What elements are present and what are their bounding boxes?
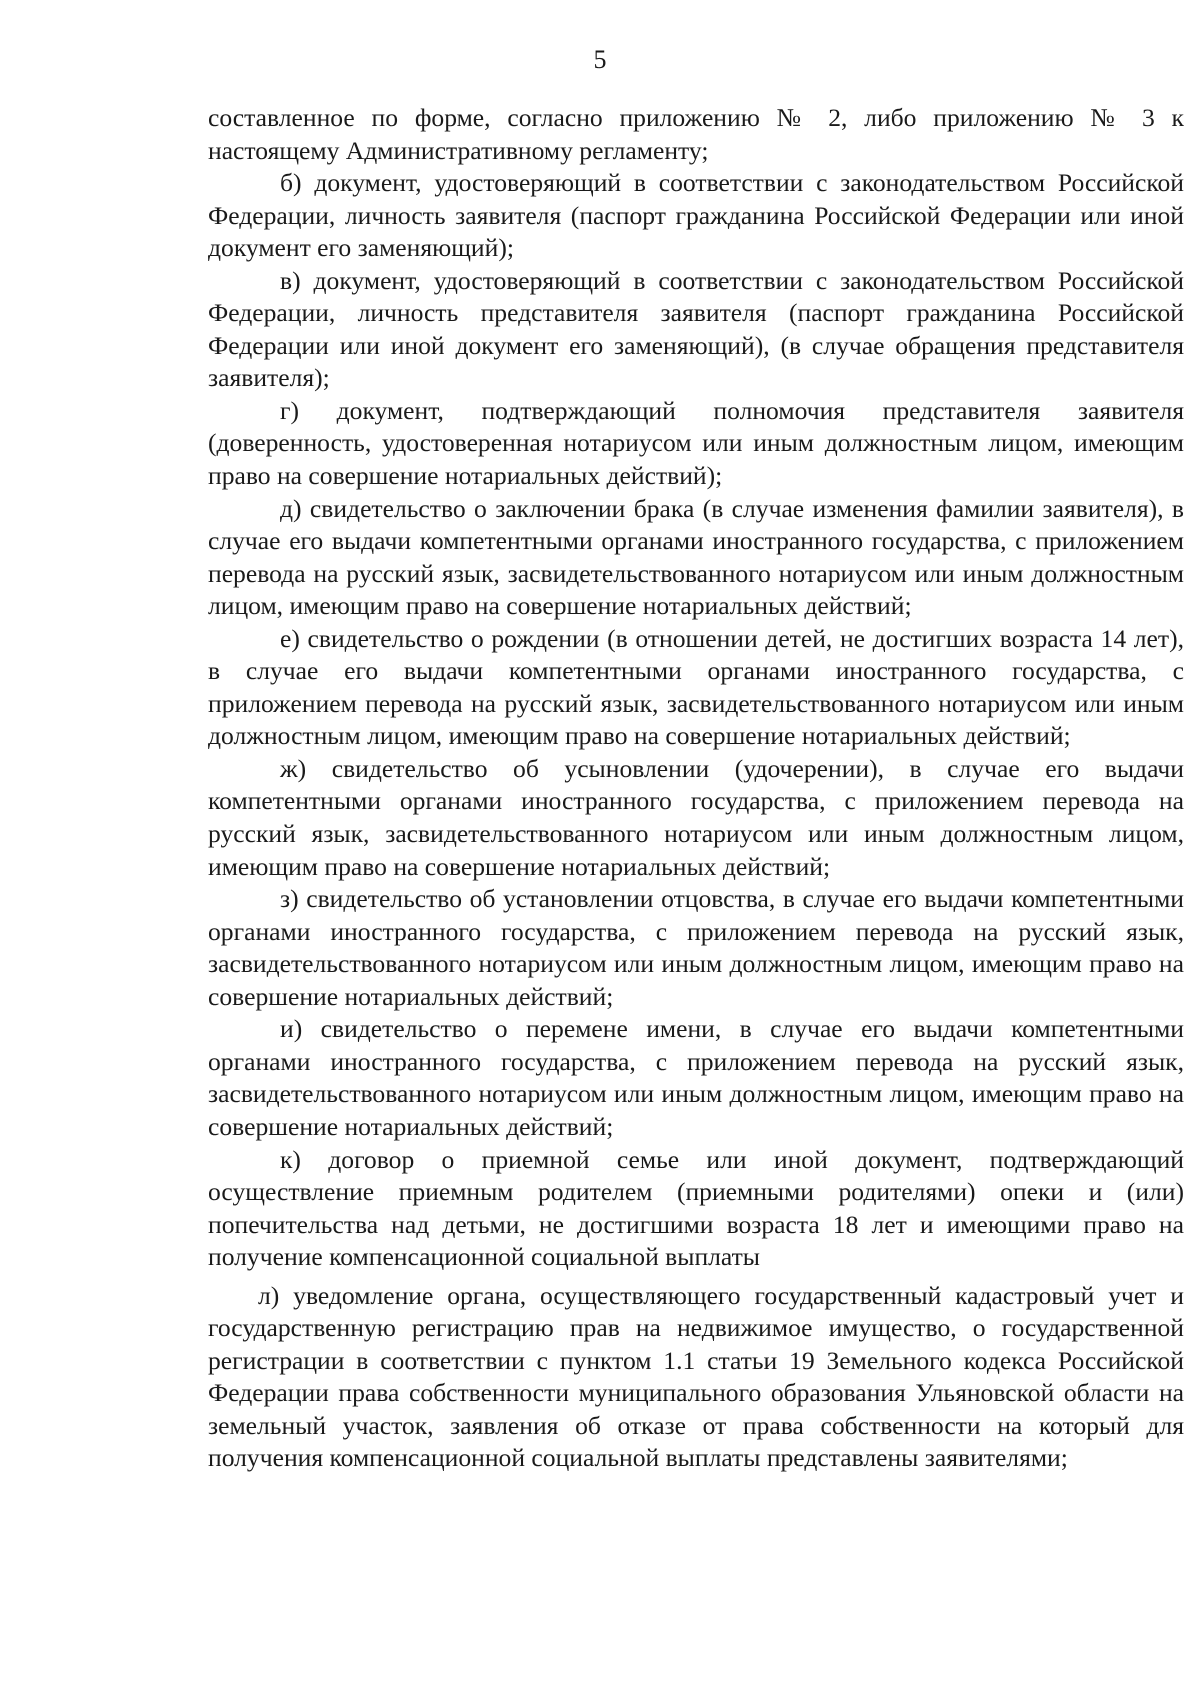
paragraph-item-zh: ж) свидетельство об усыновлении (удочерении), в случае его выдачи компетентными органами иностранного государства, с приложением перевода на русский язык, засвидетельствованного нотариусом или иным должностным лицом, имеющим право на совершение нотариальных действий;: [208, 753, 1184, 881]
paragraph-continuation: составленное по форме, согласно приложению № 2, либо приложению № 3 к настоящему Административному регламенту;: [208, 103, 1184, 165]
paragraph-item-e: е) свидетельство о рождении (в отношении детей, не достигших возраста 14 лет), в случае его выдачи компетентными органами иностранного государства, с приложением перевода на русский язык, засвидетельствованного нотариусом или иным должностным лицом, имеющим право на совершение нотариальных действий;: [208, 623, 1184, 751]
page-number: 5: [593, 45, 607, 74]
paragraph-item-i: и) свидетельство о перемене имени, в случае его выдачи компетентными органами иностранного государства, с приложением перевода на русский язык, засвидетельствованного нотариусом или иным должностным лицом, имеющим право на совершение нотариальных действий;: [208, 1014, 1184, 1141]
paragraph-item-v: в) документ, удостоверяющий в соответствии с законодательством Российской Федерации, личность представителя заявителя (паспорт гражданина Российской Федерации или иной документ его заменяющий), (в случае обращения представителя заявителя);: [208, 265, 1184, 393]
paragraph-item-b: б) документ, удостоверяющий в соответствии с законодательством Российской Федерации, личность заявителя (паспорт гражданина Российской Федерации или иной документ его заменяющий);: [208, 168, 1184, 263]
document-body: [208, 102, 1184, 1475]
paragraph-item-d: д) свидетельство о заключении брака (в случае изменения фамилии заявителя), в случае его выдачи компетентными органами иностранного государства, с приложением перевода на русский язык, засвидетельствованного нотариусом или иным должностным лицом, имеющим право на совершение нотариальных действий;: [208, 493, 1184, 621]
paragraph-item-l: л) уведомление органа, осуществляющего государственный кадастровый учет и государственную регистрацию прав на недвижимое имущество, о государственной регистрации в соответствии с пунктом 1.1 статьи 19 Земельного кодекса Российской Федерации права собственности муниципального образования Ульяновской области на земельный участок, заявления об отказе от права собственности на который для получения компенсационной социальной выплаты представлены заявителями;: [208, 1280, 1184, 1473]
paragraph-item-z: з) свидетельство об установлении отцовства, в случае его выдачи компетентными органами иностранного государства, с приложением перевода на русский язык, засвидетельствованного нотариусом или иным должностным лицом, имеющим право на совершение нотариальных действий;: [208, 884, 1184, 1011]
paragraph-item-k: к) договор о приемной семье или иной документ, подтверждающий осуществление приемным родителем (приемными родителями) опеки и (или) попечительства над детьми, не достигшими возраста 18 лет и имеющими право на получение компенсационной социальной выплаты: [208, 1144, 1184, 1272]
paragraph-item-g: г) документ, подтверждающий полномочия представителя заявителя (доверенность, удостоверенная нотариусом или иным должностным лицом, имеющим право на совершение нотариальных действий);: [208, 395, 1184, 491]
